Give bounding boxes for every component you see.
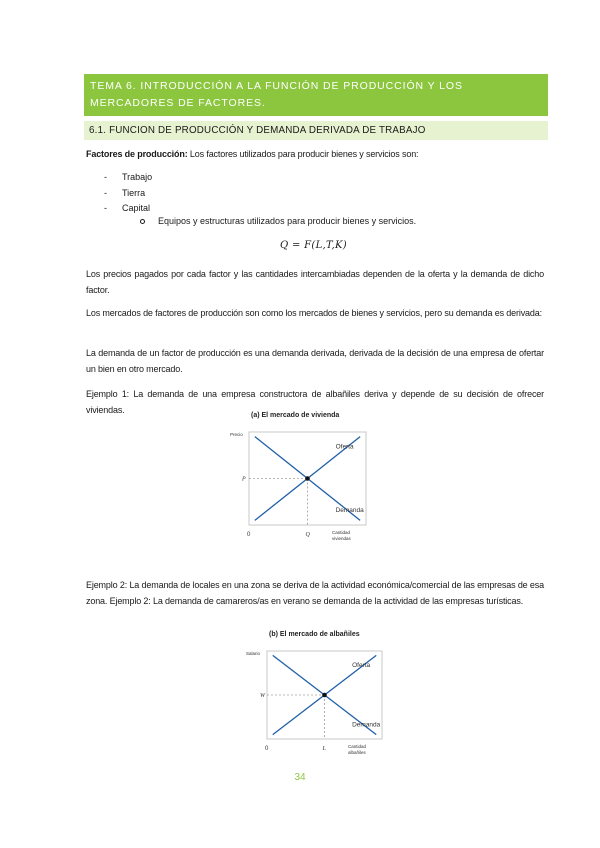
factors-label: Factores de producción: [86,149,188,159]
origin-label: 0 [247,532,251,538]
y-axis-label: Salario [246,651,261,656]
page-number: 34 [294,772,306,783]
equilibrium-point [322,693,327,698]
equilibrium-point [305,476,310,481]
factors-paragraph [86,146,544,162]
equilibrium-price-label: W [260,693,265,699]
series-label-demanda: Demanda [352,721,381,729]
x-axis-label-line1: Cantidad [332,530,351,535]
section-title: 6.1. FUNCION DE PRODUCCIÓN Y DEMANDA DERIVADA DE TRABAJO [84,121,548,140]
series-label-demanda: Demanda [335,506,364,514]
paragraph-prices: Los precios pagados por cada factor y las cantidades intercambiadas dependen de la oferta y la demanda de dicho factor. [86,269,544,295]
series-label-oferta: Oferta [335,443,354,451]
x-axis-label-line2: viviendas [332,536,351,541]
equilibrium-quantity-label: Q [305,532,310,538]
paragraph-markets: Los mercados de factores de producción son como los mercados de bienes y servicios, pero su demanda es derivada: [86,308,542,318]
paragraph-derived-demand: La demanda de un factor de producción es una demanda derivada, derivada de la decisión de una empresa de ofertar un bien en otro mercado. [86,348,544,374]
list-item: - Tierra [104,187,146,198]
paragraph-example-1: Ejemplo 1: La demanda de una empresa constructora de albañiles deriva y depende de su decisión de ofrecer viviendas. [86,389,544,415]
series-label-oferta: Oferta [352,661,371,669]
factors-list [104,170,152,217]
chart-title: (a) El mercado de vivienda [251,412,340,419]
list-item: - Trabajo [104,172,153,182]
equilibrium-price-label: P [242,476,246,483]
origin-label: 0 [265,746,269,752]
supply-demand-chart-svg [244,624,388,762]
bullet-circle-icon [140,219,145,224]
x-axis-label-line1: Cantidad [348,744,367,749]
housing-market-chart [228,405,373,550]
x-axis-label-line2: albañiles [348,750,366,755]
capital-detail: Equipos y estructuras utilizados para producir bienes y servicios. [140,216,416,226]
chart-title: (b) El mercado de albañiles [269,631,360,638]
production-function-formula: Q = F(L,T,K) [280,240,347,251]
equilibrium-quantity-label: L [322,746,326,752]
factors-text: Los factores utilizados para producir bienes y servicios son: [187,149,419,159]
topic-title: TEMA 6. INTRODUCCIÓN A LA FUNCIÓN DE PRODUCCIÓN Y LOS MERCADORES DE FACTORES. [84,74,548,116]
paragraph-example-2: Ejemplo 2: La demanda de locales en una zona se deriva de la actividad económica/comercial de las empresas de esa zona. Ejemplo 2: La demanda de camareros/as en verano se demanda de la actividad de las empresas turísticas. [86,580,544,606]
bricklayer-market-chart [244,624,388,762]
y-axis-label: Precio [230,432,243,437]
list-item: - Capital [104,203,151,213]
supply-demand-chart-svg [228,405,373,550]
